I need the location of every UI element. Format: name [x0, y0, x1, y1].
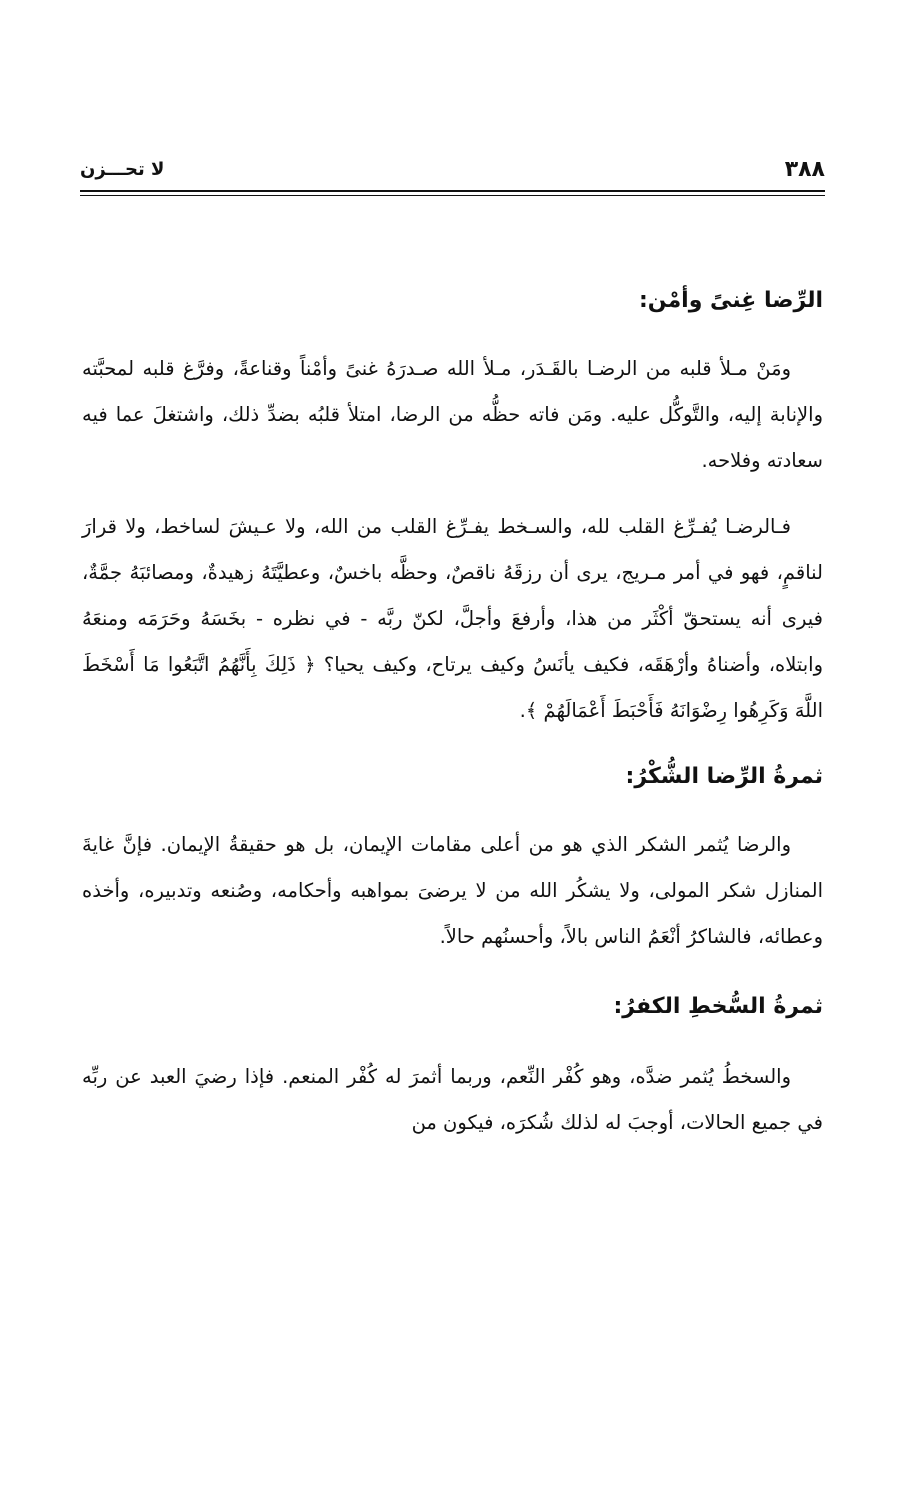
paragraph: والرضا يُثمر الشكر الذي هو من أعلى مقامات الإيمان، بل هو حقيقةُ الإيمان. فإنَّ غايةَ المنازل شكر المولى، ولا يشكُر الله من لا يرضىَ بمواهبه وأحكامه، وصُنعه وتدبيره، وأخذه وعطائه، فالشاكرُ أنْعَمُ الناس بالاً، وأحسنُهم حالاً. — [82, 833, 823, 948]
paragraph: والسخطُ يُثمر ضدَّه، وهو كُفْر النِّعم، وربما أثمرَ له كُفْر المنعم. فإذا رضيَ العبد عن ربِّه في جميع الحالات، أوجبَ له لذلك شُكرَه، فيكون من — [82, 1065, 823, 1134]
header-rule-thin — [80, 195, 825, 196]
page-body — [82, 278, 823, 1146]
page-number: ٣٨٨ — [784, 157, 825, 182]
section-heading-discontent: ثمرةُ السُّخطِ الكفرُ: — [613, 994, 823, 1019]
paragraph: فـالرضـا يُفـرِّغ القلب لله، والسـخط يفـرِّغ القلب من الله، ولا عـيشَ لساخط، ولا قرارَ لناقمٍ، فهو في أمر مـريج، يرى أن رزقَهُ ناقصٌ، وحظَّه باخسٌ، وعطيَّتَهُ زهيدةٌ، ومصائبَهُ جمَّةٌ، فيرى أنه يستحقّ أكْثَر من هذا، وأرفعَ وأجلَّ، لكنّ ربَّه - في نظره - بخَسَهُ وحَرَمَه ومنعَهُ وابتلاه، وأضناهُ وأرْهَقَه، فكيف يأنَسُ وكيف يرتاح، وكيف يحيا؟ ﴿ ذَلِكَ بِأَنَّهُمُ اتَّبَعُوا مَا أَسْخَطَ اللَّهَ وَكَرِهُوا رِضْوَانَهُ فَأَحْبَطَ أَعْمَالَهُمْ ﴾. — [82, 515, 823, 722]
section-heading-gratitude: ثمرةُ الرِّضا الشُّكْرُ: — [625, 764, 823, 789]
header-rule — [80, 190, 825, 192]
running-header — [80, 150, 825, 190]
book-title: لا تحـــزن — [80, 159, 165, 180]
paragraph: ومَنْ مـلأ قلبه من الرضـا بالقَـدَر، مـلأ الله صـدرَهُ غنىً وأمْناً وقناعةً، وفرَّغ قلبه لمحبَّته والإنابة إليه، والتَّوكُّل عليه. ومَن فاته حظُّه من الرضا، امتلأ قلبُه بضدِّ ذلك، واشتغلَ عما فيه سعادته وفلاحه. — [82, 357, 823, 472]
section-heading-contentment: الرِّضا غِنىً وأمْن: — [638, 288, 823, 313]
